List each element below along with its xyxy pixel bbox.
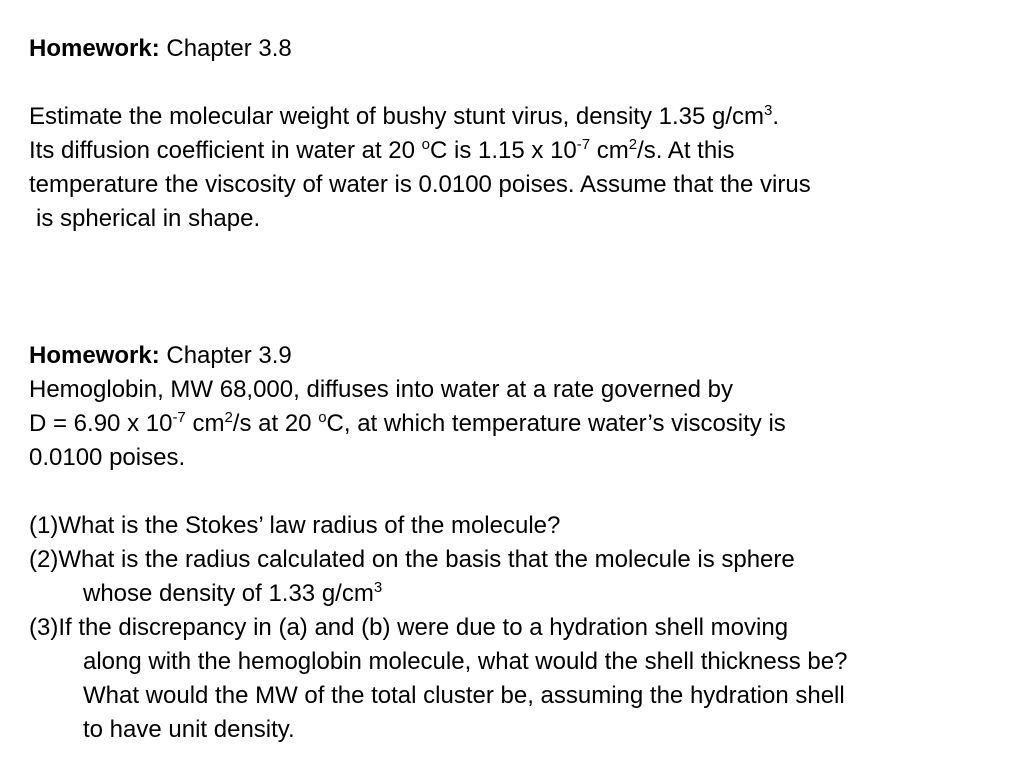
question-2-line-1 <box>29 543 847 577</box>
text: 0.0100 poises. <box>29 444 186 471</box>
text: . <box>772 103 780 130</box>
question-3-line-4 <box>29 713 847 747</box>
chapter-label: Chapter 3.8 <box>159 35 292 62</box>
superscript: 3 <box>764 102 773 119</box>
text: cm <box>185 410 225 437</box>
text: (3)If the discrepancy in (a) and (b) were due to a hydration shell moving <box>29 614 789 641</box>
text: along with the hemoglobin molecule, what would the shell thickness be? <box>83 648 848 675</box>
superscript: -7 <box>576 136 591 153</box>
problem-3-9-line-2 <box>29 407 847 441</box>
homework-3-9-block <box>29 339 847 747</box>
superscript: 2 <box>628 136 638 153</box>
question-3-line-2 <box>29 645 847 679</box>
superscript: o <box>318 409 327 426</box>
text: Hemoglobin, MW 68,000, diffuses into water at a rate governed by <box>29 376 733 403</box>
text: Estimate the molecular weight of bushy stunt virus, density 1.35 g/cm <box>29 103 765 130</box>
text: /s. At this <box>637 137 735 164</box>
homework-label: Homework: <box>29 35 160 62</box>
text: (1)What is the Stokes’ law radius of the molecule? <box>29 512 561 539</box>
text: to have unit density. <box>83 716 295 743</box>
problem-3-9-line-1 <box>29 373 847 407</box>
blank-line <box>29 66 811 100</box>
text: C is 1.15 x 10 <box>430 137 577 164</box>
superscript: o <box>421 136 431 153</box>
problem-3-8-line-4 <box>29 202 811 236</box>
problem-3-8-line-3 <box>29 168 811 202</box>
text: is spherical in shape. <box>36 205 261 232</box>
text: Its diffusion coefficient in water at 20 <box>29 137 422 164</box>
question-2-line-2 <box>29 577 847 611</box>
problem-3-8-line-2 <box>29 134 811 168</box>
text: What would the MW of the total cluster be, assuming the hydration shell <box>83 682 845 709</box>
text: cm <box>590 137 629 164</box>
homework-label: Homework: <box>29 342 160 369</box>
text: temperature the viscosity of water is 0.0100 poises. Assume that the virus <box>29 171 811 198</box>
homework-3-8-heading <box>29 32 811 66</box>
homework-3-9-heading <box>29 339 847 373</box>
text: C, at which temperature water’s viscosity is <box>326 410 786 437</box>
text: (2)What is the radius calculated on the basis that the molecule is sphere <box>29 546 795 573</box>
homework-3-8-block <box>29 32 811 236</box>
superscript: 3 <box>373 579 383 596</box>
superscript: 2 <box>224 409 233 426</box>
superscript: -7 <box>172 409 186 426</box>
question-3-line-3 <box>29 679 847 713</box>
chapter-label: Chapter 3.9 <box>159 342 292 369</box>
problem-3-8-line-1 <box>29 100 811 134</box>
problem-3-9-line-3 <box>29 441 847 475</box>
question-3-line-1 <box>29 611 847 645</box>
text: /s at 20 <box>232 410 319 437</box>
text: D = 6.90 x 10 <box>29 410 173 437</box>
text: whose density of 1.33 g/cm <box>83 580 374 607</box>
question-1 <box>29 509 847 543</box>
blank-line <box>29 475 847 509</box>
